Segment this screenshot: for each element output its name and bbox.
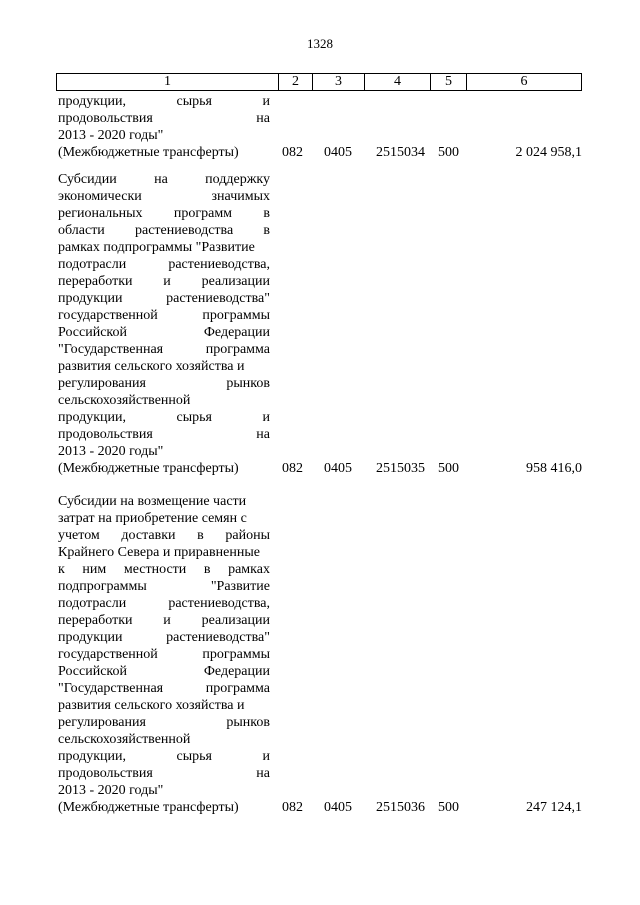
description-word: государственной: [58, 308, 158, 323]
description-line: [58, 595, 270, 612]
description-line: [58, 358, 270, 375]
description-word: значимых: [211, 189, 270, 204]
row-type: 500: [438, 800, 459, 815]
description-word: программы: [202, 308, 270, 323]
description-word: государственной: [58, 647, 158, 662]
description-line: [58, 527, 270, 544]
description-word: продукции,: [58, 410, 126, 425]
description-word: развития сельского хозяйства и: [58, 698, 245, 713]
description-word: подотрасли: [58, 257, 127, 272]
description-word: продовольствия: [58, 427, 153, 442]
description-word: экономически: [58, 189, 142, 204]
description-word: программы: [202, 647, 270, 662]
description-word: затрат на приобретение семян с: [58, 511, 247, 526]
row-amount: 2 024 958,1: [515, 145, 582, 160]
description-line: [58, 731, 270, 748]
description-word: рынков: [226, 715, 270, 730]
description-line: [58, 748, 270, 765]
description-word: Федерации: [203, 325, 270, 340]
description-word: регулирования: [58, 376, 146, 391]
description-word: и: [262, 410, 270, 425]
description-word: программ: [173, 206, 233, 221]
description-line: [58, 171, 270, 188]
description-word: сырья: [176, 410, 212, 425]
description-word: (Межбюджетные трансферты): [58, 461, 239, 476]
description-line: [58, 392, 270, 409]
description-word: поддержку: [205, 172, 270, 187]
description-word: Субсидии на возмещение части: [58, 494, 247, 509]
description-word: сырья: [176, 749, 212, 764]
description-line: [58, 578, 270, 595]
row-description: [58, 493, 270, 816]
description-word: реализации: [201, 274, 270, 289]
description-line: [58, 612, 270, 629]
row-section: 0405: [324, 461, 352, 476]
description-word: сырья: [176, 94, 212, 109]
description-word: программа: [205, 342, 270, 357]
description-word: ним: [82, 562, 107, 577]
description-word: Российской: [58, 325, 127, 340]
description-line: [58, 256, 270, 273]
description-word: 2013 - 2020 годы": [58, 444, 164, 459]
description-line: [58, 443, 270, 460]
description-word: сельскохозяйственной: [58, 393, 191, 408]
description-line: [58, 680, 270, 697]
description-word: растениеводства": [166, 291, 270, 306]
description-word: развития сельского хозяйства и: [58, 359, 245, 374]
description-word: 2013 - 2020 годы": [58, 783, 164, 798]
description-line: [58, 510, 270, 527]
row-type: 500: [438, 461, 459, 476]
description-line: [58, 663, 270, 680]
header-col-4: 4: [365, 74, 431, 90]
description-line: [58, 273, 270, 290]
description-word: 2013 - 2020 годы": [58, 128, 164, 143]
description-line: [58, 646, 270, 663]
description-word: Субсидии: [58, 172, 117, 187]
description-word: доставки: [121, 528, 176, 543]
row-target: 2515034: [376, 145, 425, 160]
description-word: и: [262, 94, 270, 109]
description-word: "Развитие: [210, 579, 270, 594]
description-word: "Государственная: [58, 681, 164, 696]
description-word: (Межбюджетные трансферты): [58, 800, 239, 815]
description-line: [58, 544, 270, 561]
description-line: [58, 426, 270, 443]
row-section: 0405: [324, 145, 352, 160]
description-word: и: [163, 274, 171, 289]
row-section: 0405: [324, 800, 352, 815]
description-word: в: [197, 528, 204, 543]
description-word: растениеводства,: [168, 596, 270, 611]
description-line: [58, 324, 270, 341]
description-word: на: [256, 766, 270, 781]
description-line: [58, 409, 270, 426]
description-line: [58, 561, 270, 578]
row-type: 500: [438, 145, 459, 160]
header-col-2: 2: [279, 74, 313, 90]
description-word: регулирования: [58, 715, 146, 730]
table-row: [58, 171, 582, 477]
page-number: 1328: [307, 36, 333, 51]
description-line: [58, 799, 270, 816]
row-amount: 958 416,0: [526, 461, 582, 476]
description-line: [58, 341, 270, 358]
table-row: [58, 93, 582, 161]
description-word: на: [256, 111, 270, 126]
description-word: программа: [205, 681, 270, 696]
description-word: в: [263, 223, 270, 238]
description-word: и: [262, 749, 270, 764]
description-word: продовольствия: [58, 766, 153, 781]
description-word: местности: [123, 562, 187, 577]
description-line: [58, 93, 270, 110]
row-code: 082: [282, 800, 303, 815]
description-word: на: [154, 172, 168, 187]
header-col-1: 1: [57, 74, 279, 90]
description-line: [58, 460, 270, 477]
description-word: региональных: [58, 206, 143, 221]
row-amount: 247 124,1: [526, 800, 582, 815]
row-target: 2515035: [376, 461, 425, 476]
description-word: районы: [225, 528, 270, 543]
description-line: [58, 290, 270, 307]
description-line: [58, 697, 270, 714]
description-word: продовольствия: [58, 111, 153, 126]
description-line: [58, 127, 270, 144]
description-word: в: [263, 206, 270, 221]
description-word: области: [58, 223, 105, 238]
description-word: продукции: [58, 630, 123, 645]
description-line: [58, 307, 270, 324]
description-line: [58, 110, 270, 127]
description-line: [58, 629, 270, 646]
description-line: [58, 493, 270, 510]
description-word: растениеводства: [135, 223, 234, 238]
description-word: продукции: [58, 291, 123, 306]
description-word: к: [58, 562, 65, 577]
description-word: (Межбюджетные трансферты): [58, 145, 239, 160]
header-col-6: 6: [520, 74, 528, 89]
description-word: в: [203, 562, 211, 577]
description-word: растениеводства": [166, 630, 270, 645]
description-word: продукции,: [58, 94, 126, 109]
header-col-5: 5: [431, 74, 467, 90]
description-line: [58, 144, 270, 161]
description-word: "Государственная: [58, 342, 164, 357]
description-word: Российской: [58, 664, 127, 679]
row-description: [58, 171, 270, 477]
description-word: реализации: [201, 613, 270, 628]
description-line: [58, 714, 270, 731]
table-row: [58, 493, 582, 816]
description-line: [58, 782, 270, 799]
description-word: подпрограммы: [58, 579, 147, 594]
description-word: рамках: [228, 562, 270, 577]
description-word: подотрасли: [58, 596, 127, 611]
description-word: переработки: [58, 613, 133, 628]
header-col-3: 3: [313, 74, 365, 90]
description-word: продукции,: [58, 749, 126, 764]
description-word: переработки: [58, 274, 133, 289]
description-word: на: [256, 427, 270, 442]
description-line: [58, 239, 270, 256]
description-word: Крайнего Севера и приравненные: [58, 545, 260, 560]
description-line: [58, 222, 270, 239]
description-word: растениеводства,: [168, 257, 270, 272]
description-word: учетом: [58, 528, 100, 543]
table-header: [56, 73, 582, 91]
description-line: [58, 375, 270, 392]
row-code: 082: [282, 145, 303, 160]
description-line: [58, 205, 270, 222]
description-line: [58, 765, 270, 782]
description-word: рамках подпрограммы "Развитие: [58, 240, 255, 255]
row-code: 082: [282, 461, 303, 476]
description-word: Федерации: [203, 664, 270, 679]
row-description: [58, 93, 270, 161]
description-line: [58, 188, 270, 205]
description-word: и: [163, 613, 171, 628]
row-target: 2515036: [376, 800, 425, 815]
description-word: сельскохозяйственной: [58, 732, 191, 747]
description-word: рынков: [226, 376, 270, 391]
